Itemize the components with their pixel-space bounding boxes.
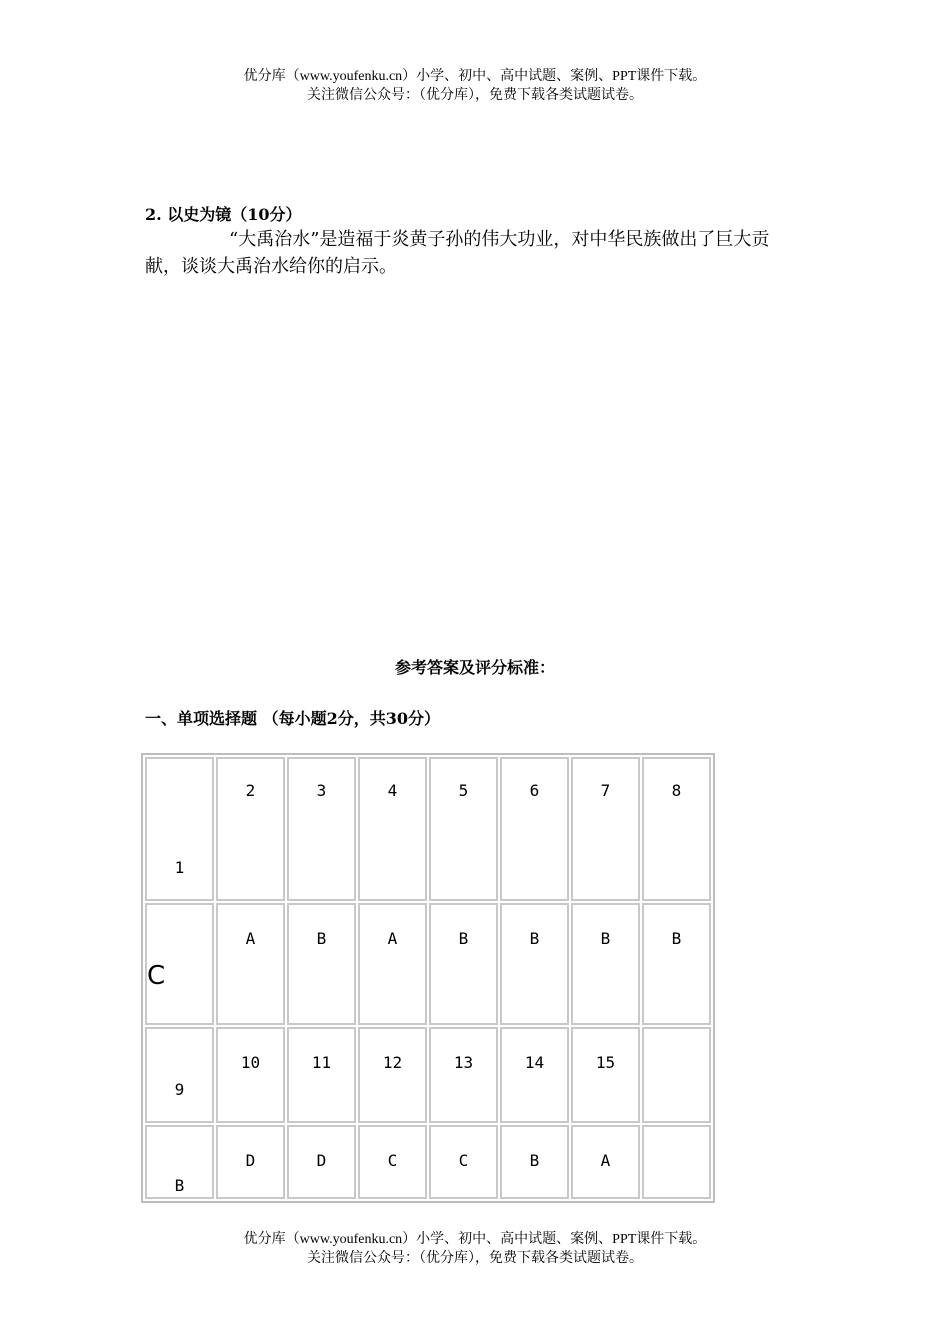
- table-cell: B: [500, 1125, 569, 1199]
- table-cell: 2: [216, 757, 285, 901]
- table-cell: A: [216, 903, 285, 1025]
- table-cell: B: [571, 903, 640, 1025]
- footer-line-1: 优分库（www.youfenku.cn）小学、初中、高中试题、案例、PPT课件下载。: [243, 1232, 707, 1247]
- answers-title: 参考答案及评分标准：: [394, 658, 555, 677]
- footer-line-2: 关注微信公众号：（优分库），免费下载各类试题试卷。: [307, 1251, 643, 1266]
- table-row: [145, 1125, 711, 1199]
- table-cell: 5: [429, 757, 498, 901]
- table-cell: 9: [145, 1027, 214, 1123]
- table-cell: B: [429, 903, 498, 1025]
- question-2-body: “大禹治水”是造福于炎黄子孙的伟大功业，对中华民族做出了巨大贡献，谈谈大禹治水给你的启示。: [145, 229, 770, 277]
- table-row: [145, 757, 711, 901]
- table-cell: 8: [642, 757, 711, 901]
- table-cell: 14: [500, 1027, 569, 1123]
- table-cell: 11: [287, 1027, 356, 1123]
- table-cell: C: [145, 903, 214, 1025]
- table-cell: 6: [500, 757, 569, 901]
- answer-table: [141, 753, 715, 1203]
- table-cell: B: [642, 903, 711, 1025]
- table-cell: B: [500, 903, 569, 1025]
- header-line-1: 优分库（www.youfenku.cn）小学、初中、高中试题、案例、PPT课件下载。: [243, 69, 707, 84]
- table-row: [145, 1027, 711, 1123]
- table-cell: D: [287, 1125, 356, 1199]
- table-cell: 3: [287, 757, 356, 901]
- header-line-2: 关注微信公众号：（优分库），免费下载各类试题试卷。: [307, 88, 643, 103]
- page-footer: [0, 1230, 950, 1268]
- page-header: [0, 67, 950, 105]
- table-cell: C: [358, 1125, 427, 1199]
- table-cell: A: [358, 903, 427, 1025]
- table-cell: 15: [571, 1027, 640, 1123]
- table-cell: [642, 1027, 711, 1123]
- table-cell: C: [429, 1125, 498, 1199]
- table-cell: [642, 1125, 711, 1199]
- table-cell: D: [216, 1125, 285, 1199]
- table-cell: B: [287, 903, 356, 1025]
- table-cell: 10: [216, 1027, 285, 1123]
- table-row: [145, 903, 711, 1025]
- section-1-title: 一、单项选择题 （每小题2分，共30分）: [145, 709, 440, 728]
- table-cell: 4: [358, 757, 427, 901]
- table-cell: B: [145, 1125, 214, 1199]
- question-2-title: 2. 以史为镜（10分）: [145, 205, 302, 224]
- table-cell: 7: [571, 757, 640, 901]
- table-cell: 12: [358, 1027, 427, 1123]
- table-cell: 1: [145, 757, 214, 901]
- table-cell: 13: [429, 1027, 498, 1123]
- table-cell: A: [571, 1125, 640, 1199]
